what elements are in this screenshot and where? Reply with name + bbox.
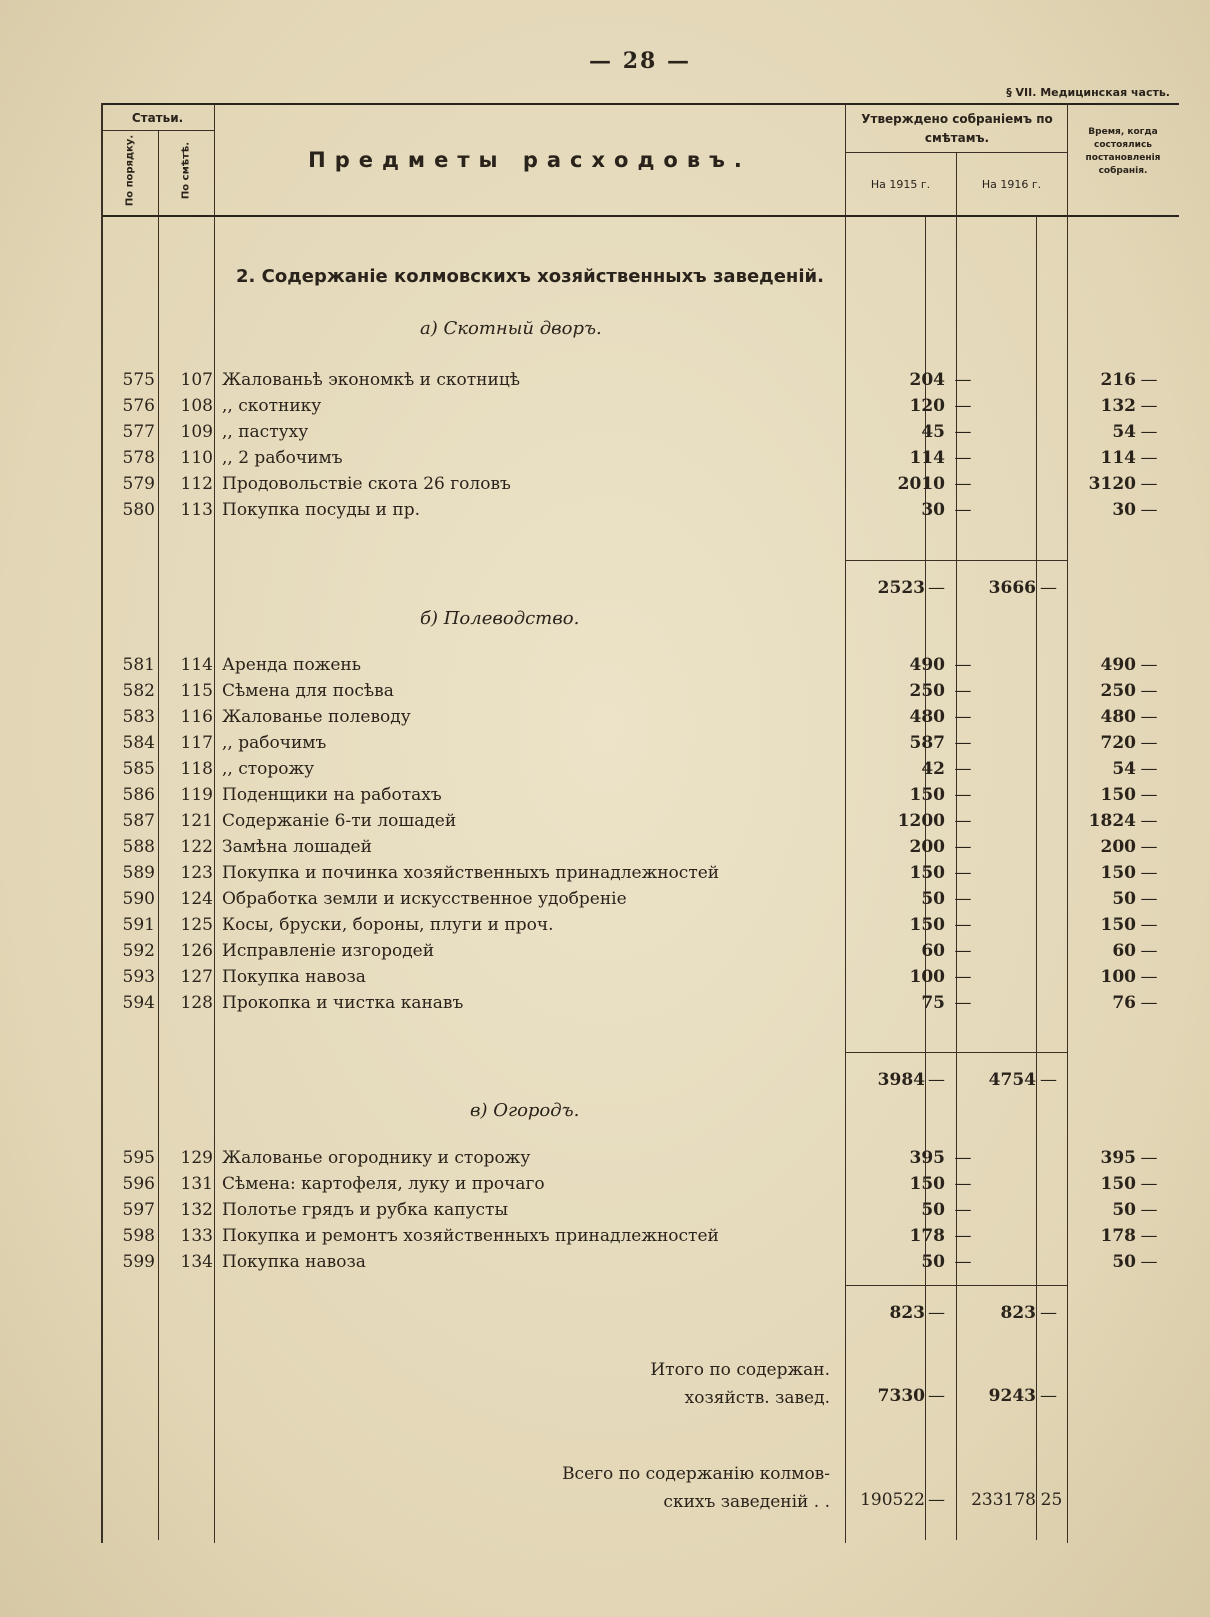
table-row — [101, 863, 1179, 889]
row-value-1916: 30 — [1112, 500, 1136, 520]
row-item-name: Сѣмена: картофеля, луку и прочаго — [222, 1174, 545, 1194]
itogo-1915: 7330 — [877, 1386, 925, 1406]
row-dash-1916: — — [1140, 1174, 1158, 1194]
header-vremya: Время, когда состоялись постановленія собранія. — [1085, 127, 1161, 176]
row-estimate-number: 123 — [180, 863, 213, 883]
row-item-name: Замѣна лошадей — [222, 837, 372, 857]
itogo-line1: Итого по содержан. — [650, 1360, 830, 1380]
row-value-1915: 30 — [921, 500, 945, 520]
row-value-1915: 150 — [909, 785, 945, 805]
table-row — [101, 370, 1179, 396]
row-dash-1915: — — [954, 500, 972, 520]
row-number: 575 — [122, 370, 155, 390]
row-dash-1915: — — [954, 396, 972, 416]
table-row — [101, 1200, 1179, 1226]
row-item-name: Исправленіе изгородей — [222, 941, 435, 961]
row-dash-1915: — — [954, 1200, 972, 1220]
row-dash-1915: — — [954, 1226, 972, 1246]
row-dash-1916: — — [1140, 1226, 1158, 1246]
row-dash-1915: — — [954, 1174, 972, 1194]
header-utverzhdeno: Утверждено собраніемъ по смѣтамъ. — [861, 112, 1053, 145]
vsego-dash-1915: — — [928, 1490, 945, 1510]
vsego-kopecks: 25 — [1040, 1490, 1063, 1510]
page-number: — 28 — — [589, 48, 691, 74]
section-title: § VII. Медицинская часть. — [1006, 86, 1170, 99]
row-number: 589 — [122, 863, 155, 883]
row-item-name: Обработка земли и искусственное удобреніе — [222, 889, 627, 909]
row-estimate-number: 114 — [180, 655, 213, 675]
row-estimate-number: 112 — [180, 474, 213, 494]
table-row — [101, 655, 1179, 681]
row-item-name: ,, сторожу — [222, 759, 315, 779]
table-row — [101, 759, 1179, 785]
table-row — [101, 837, 1179, 863]
row-value-1915: 42 — [921, 759, 945, 779]
row-value-1916: 50 — [1112, 1252, 1136, 1272]
row-dash-1915: — — [954, 448, 972, 468]
table-row — [101, 681, 1179, 707]
row-dash-1916: — — [1140, 863, 1158, 883]
row-item-name: Покупка и ремонтъ хозяйственныхъ принадлежностей — [222, 1226, 719, 1246]
header-bottom-line — [101, 215, 1179, 217]
row-number: 576 — [122, 396, 155, 416]
itogo-1916: 9243 — [988, 1386, 1036, 1406]
row-value-1916: 54 — [1112, 422, 1136, 442]
row-value-1915: 2010 — [897, 474, 945, 494]
subtotal-dash-1915: — — [928, 1070, 945, 1090]
row-value-1916: 54 — [1112, 759, 1136, 779]
table-row — [101, 993, 1179, 1019]
subtotal-rule — [845, 560, 1067, 561]
itogo-dash-1915: — — [928, 1386, 945, 1406]
subtotal-rule — [845, 1285, 1067, 1286]
section-heading: б) Полеводство. — [420, 608, 580, 629]
row-dash-1916: — — [1140, 889, 1158, 909]
row-dash-1916: — — [1140, 396, 1158, 416]
row-dash-1915: — — [954, 837, 972, 857]
row-estimate-number: 118 — [180, 759, 213, 779]
row-dash-1915: — — [954, 811, 972, 831]
row-item-name: ,, скотнику — [222, 396, 322, 416]
row-estimate-number: 108 — [180, 396, 213, 416]
row-number: 594 — [122, 993, 155, 1013]
row-item-name: Жалованьѣ экономкѣ и скотницѣ — [222, 370, 521, 390]
row-item-name: Продовольствіе скота 26 головъ — [222, 474, 511, 494]
row-estimate-number: 126 — [180, 941, 213, 961]
row-value-1915: 50 — [921, 1252, 945, 1272]
subtotal-dash-1915: — — [928, 1303, 945, 1323]
row-number: 591 — [122, 915, 155, 935]
subtotal-dash-1915: — — [928, 578, 945, 598]
vsego-1915: 190522 — [860, 1490, 925, 1510]
row-dash-1915: — — [954, 707, 972, 727]
header-predmety: Предметы расходовъ. — [308, 148, 751, 172]
row-dash-1916: — — [1140, 707, 1158, 727]
subtotal-1916: 3666 — [988, 578, 1036, 598]
row-dash-1916: — — [1140, 837, 1158, 857]
subtotal-dash-1916: — — [1040, 578, 1057, 598]
table-row — [101, 1252, 1179, 1278]
table-row — [101, 785, 1179, 811]
row-estimate-number: 127 — [180, 967, 213, 987]
table-row — [101, 915, 1179, 941]
row-dash-1916: — — [1140, 370, 1158, 390]
row-dash-1915: — — [954, 681, 972, 701]
row-dash-1915: — — [954, 967, 972, 987]
itogo-line2: хозяйств. завед. — [684, 1388, 830, 1408]
row-number: 596 — [122, 1174, 155, 1194]
row-dash-1916: — — [1140, 915, 1158, 935]
subtotal-dash-1916: — — [1040, 1070, 1057, 1090]
row-item-name: Полотье грядъ и рубка капусты — [222, 1200, 508, 1220]
row-dash-1916: — — [1140, 474, 1158, 494]
row-number: 590 — [122, 889, 155, 909]
row-dash-1916: — — [1140, 1148, 1158, 1168]
row-dash-1915: — — [954, 785, 972, 805]
row-dash-1916: — — [1140, 448, 1158, 468]
row-value-1915: 75 — [921, 993, 945, 1013]
row-number: 592 — [122, 941, 155, 961]
row-estimate-number: 128 — [180, 993, 213, 1013]
row-number: 583 — [122, 707, 155, 727]
stati-line — [101, 130, 214, 131]
row-item-name: Покупка и починка хозяйственныхъ принадлежностей — [222, 863, 720, 883]
vsego-label — [500, 1460, 830, 1516]
row-value-1916: 150 — [1100, 863, 1136, 883]
row-item-name: Косы, бруски, бороны, плуги и проч. — [222, 915, 554, 935]
table-row — [101, 707, 1179, 733]
subtotal-1916: 823 — [1000, 1303, 1036, 1323]
row-item-name: Жалованье огороднику и сторожу — [222, 1148, 531, 1168]
row-dash-1915: — — [954, 889, 972, 909]
row-number: 597 — [122, 1200, 155, 1220]
table-row — [101, 396, 1179, 422]
row-value-1915: 480 — [909, 707, 945, 727]
row-value-1915: 45 — [921, 422, 945, 442]
row-estimate-number: 121 — [180, 811, 213, 831]
row-number: 579 — [122, 474, 155, 494]
table-row — [101, 941, 1179, 967]
row-dash-1915: — — [954, 941, 972, 961]
row-item-name: Аренда пожень — [222, 655, 362, 675]
table-row — [101, 889, 1179, 915]
row-number: 588 — [122, 837, 155, 857]
row-estimate-number: 113 — [180, 500, 213, 520]
row-value-1916: 50 — [1112, 1200, 1136, 1220]
years-line — [845, 152, 1067, 153]
row-item-name: Покупка навоза — [222, 967, 366, 987]
row-number: 585 — [122, 759, 155, 779]
row-dash-1915: — — [954, 1148, 972, 1168]
row-dash-1916: — — [1140, 500, 1158, 520]
table-row — [101, 1148, 1179, 1174]
row-dash-1916: — — [1140, 681, 1158, 701]
row-dash-1915: — — [954, 655, 972, 675]
row-dash-1916: — — [1140, 967, 1158, 987]
row-value-1916: 480 — [1100, 707, 1136, 727]
row-value-1915: 150 — [909, 1174, 945, 1194]
row-estimate-number: 134 — [180, 1252, 213, 1272]
row-value-1916: 150 — [1100, 785, 1136, 805]
row-value-1916: 490 — [1100, 655, 1136, 675]
row-value-1915: 100 — [909, 967, 945, 987]
document-title: 2. Содержаніе колмовскихъ хозяйственныхъ заведеній. — [236, 266, 824, 287]
row-value-1916: 216 — [1100, 370, 1136, 390]
header-year-1916: На 1916 г. — [981, 178, 1042, 191]
row-dash-1916: — — [1140, 733, 1158, 753]
row-dash-1916: — — [1140, 941, 1158, 961]
header-po-poryadku: По порядку. — [124, 134, 136, 207]
row-item-name: ,, пастуху — [222, 422, 309, 442]
row-number: 578 — [122, 448, 155, 468]
row-estimate-number: 124 — [180, 889, 213, 909]
row-dash-1916: — — [1140, 655, 1158, 675]
row-number: 599 — [122, 1252, 155, 1272]
row-dash-1916: — — [1140, 1200, 1158, 1220]
row-value-1916: 114 — [1100, 448, 1136, 468]
row-item-name: Покупка посуды и пр. — [222, 500, 421, 520]
row-value-1916: 720 — [1100, 733, 1136, 753]
row-value-1915: 1200 — [897, 811, 945, 831]
row-value-1916: 178 — [1100, 1226, 1136, 1246]
subtotal-1915: 823 — [889, 1303, 925, 1323]
row-value-1915: 250 — [909, 681, 945, 701]
row-value-1916: 50 — [1112, 889, 1136, 909]
vsego-line1: Всего по содержанію колмов- — [562, 1464, 830, 1484]
row-value-1915: 178 — [909, 1226, 945, 1246]
subtotal-1915: 2523 — [877, 578, 925, 598]
row-value-1916: 250 — [1100, 681, 1136, 701]
row-value-1915: 150 — [909, 863, 945, 883]
row-dash-1916: — — [1140, 785, 1158, 805]
row-estimate-number: 119 — [180, 785, 213, 805]
row-dash-1915: — — [954, 733, 972, 753]
vsego-line2: скихъ заведеній . . — [663, 1492, 830, 1512]
row-estimate-number: 129 — [180, 1148, 213, 1168]
row-estimate-number: 115 — [180, 681, 213, 701]
row-estimate-number: 109 — [180, 422, 213, 442]
row-dash-1915: — — [954, 370, 972, 390]
row-value-1916: 3120 — [1088, 474, 1136, 494]
row-dash-1915: — — [954, 759, 972, 779]
row-dash-1915: — — [954, 422, 972, 442]
row-value-1916: 76 — [1112, 993, 1136, 1013]
subtotal-1916: 4754 — [988, 1070, 1036, 1090]
row-dash-1915: — — [954, 915, 972, 935]
subtotal-1915: 3984 — [877, 1070, 925, 1090]
table-row — [101, 422, 1179, 448]
row-item-name: Жалованье полеводу — [222, 707, 411, 727]
row-number: 598 — [122, 1226, 155, 1246]
row-dash-1916: — — [1140, 422, 1158, 442]
row-value-1916: 200 — [1100, 837, 1136, 857]
subtotal-rule — [845, 1052, 1067, 1053]
header-year-1915: На 1915 г. — [870, 178, 931, 191]
row-dash-1916: — — [1140, 1252, 1158, 1272]
row-estimate-number: 110 — [180, 448, 213, 468]
row-value-1916: 395 — [1100, 1148, 1136, 1168]
row-number: 580 — [122, 500, 155, 520]
row-value-1915: 60 — [921, 941, 945, 961]
row-estimate-number: 117 — [180, 733, 213, 753]
row-value-1916: 1824 — [1088, 811, 1136, 831]
row-value-1915: 150 — [909, 915, 945, 935]
row-value-1915: 50 — [921, 1200, 945, 1220]
row-item-name: Поденщики на работахъ — [222, 785, 442, 805]
row-value-1916: 150 — [1100, 1174, 1136, 1194]
vsego-1916: 233178 — [971, 1490, 1036, 1510]
row-estimate-number: 131 — [180, 1174, 213, 1194]
row-item-name: ,, 2 рабочимъ — [222, 448, 343, 468]
row-value-1916: 60 — [1112, 941, 1136, 961]
row-number: 595 — [122, 1148, 155, 1168]
table-row — [101, 1226, 1179, 1252]
section-heading: в) Огородъ. — [470, 1100, 580, 1121]
row-estimate-number: 122 — [180, 837, 213, 857]
table-row — [101, 733, 1179, 759]
table-row — [101, 448, 1179, 474]
table-row — [101, 500, 1179, 526]
row-number: 584 — [122, 733, 155, 753]
table-row — [101, 474, 1179, 500]
row-item-name: Сѣмена для посѣва — [222, 681, 394, 701]
row-number: 593 — [122, 967, 155, 987]
row-value-1916: 150 — [1100, 915, 1136, 935]
row-value-1915: 120 — [909, 396, 945, 416]
row-dash-1916: — — [1140, 759, 1158, 779]
row-value-1915: 50 — [921, 889, 945, 909]
row-item-name: Покупка навоза — [222, 1252, 366, 1272]
header-po-smete: По смѣтѣ. — [180, 141, 192, 200]
subtotal-dash-1916: — — [1040, 1303, 1057, 1323]
row-value-1915: 587 — [909, 733, 945, 753]
row-estimate-number: 125 — [180, 915, 213, 935]
row-estimate-number: 132 — [180, 1200, 213, 1220]
row-number: 582 — [122, 681, 155, 701]
row-number: 577 — [122, 422, 155, 442]
table-row — [101, 967, 1179, 993]
row-number: 587 — [122, 811, 155, 831]
row-dash-1916: — — [1140, 811, 1158, 831]
row-value-1915: 114 — [909, 448, 945, 468]
table-row — [101, 811, 1179, 837]
row-dash-1915: — — [954, 993, 972, 1013]
itogo-dash-1916: — — [1040, 1386, 1057, 1406]
row-item-name: Прокопка и чистка канавъ — [222, 993, 464, 1013]
row-value-1916: 132 — [1100, 396, 1136, 416]
row-value-1916: 100 — [1100, 967, 1136, 987]
row-value-1915: 395 — [909, 1148, 945, 1168]
row-estimate-number: 116 — [180, 707, 213, 727]
row-value-1915: 204 — [909, 370, 945, 390]
itogo-label — [540, 1356, 830, 1412]
section-heading: а) Скотный дворъ. — [420, 318, 602, 339]
row-item-name: Содержаніе 6-ти лошадей — [222, 811, 457, 831]
row-dash-1915: — — [954, 1252, 972, 1272]
row-dash-1916: — — [1140, 993, 1158, 1013]
row-number: 586 — [122, 785, 155, 805]
row-estimate-number: 133 — [180, 1226, 213, 1246]
row-dash-1915: — — [954, 474, 972, 494]
row-value-1915: 490 — [909, 655, 945, 675]
header-stati: Статьи. — [131, 111, 184, 125]
row-dash-1915: — — [954, 863, 972, 883]
row-number: 581 — [122, 655, 155, 675]
row-item-name: ,, рабочимъ — [222, 733, 327, 753]
table-row — [101, 1174, 1179, 1200]
row-value-1915: 200 — [909, 837, 945, 857]
row-estimate-number: 107 — [180, 370, 213, 390]
